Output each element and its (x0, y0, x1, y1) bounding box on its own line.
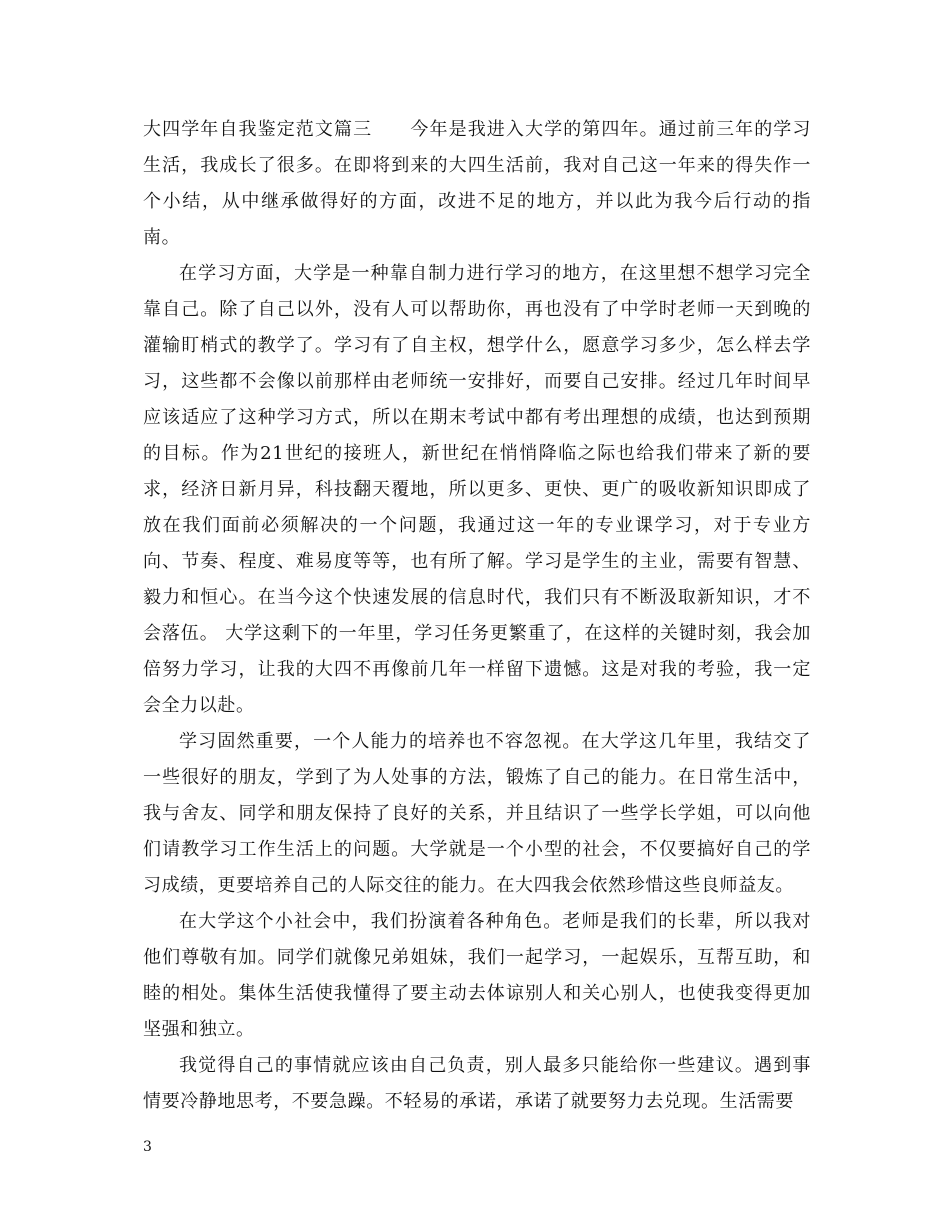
paragraph-study: 在学习方面，大学是一种靠自制力进行学习的地方，在这里想不想学习完全靠自己。除了自己以外，没有人可以帮助你，再也没有了中学时老师一天到晚的灌输盯梢式的教学了。学习有了自主权，想学什么，愿意学习多少，怎么样去学习，这些都不会像以前那样由老师统一安排好，而要自己安排。经过几年时间早应该适应了这种学习方式，所以在期末考试中都有考出理想的成绩，也达到预期的目标。作为21世纪的接班人，新世纪在悄悄降临之际也给我们带来了新的要求，经济日新月异，科技翻天覆地，所以更多、更快、更广的吸收新知识即成了放在我们面前必须解决的一个问题，我通过这一年的专业课学习，对于专业方向、节奏、程度、难易度等等，也有所了解。学习是学生的主业，需要有智慧、毅力和恒心。在当今这个快速发展的信息时代，我们只有不断汲取新知识，才不会落伍。 大学这剩下的一年里，学习任务更繁重了，在这样的关键时刻，我会加倍努力学习，让我的大四不再像前几年一样留下遗憾。这是对我的考验，我一定会全力以赴。 (143, 263, 811, 716)
paragraph-roles: 在大学这个小社会中，我们扮演着各种角色。老师是我们的长辈，所以我对他们尊敬有加。同学们就像兄弟姐妹，我们一起学习，一起娱乐，互帮互助，和睦的相处。集体生活使我懂得了要主动去体谅别人和关心别人，也使我变得更加坚强和独立。 (143, 911, 811, 1040)
body-text (143, 112, 811, 1120)
page-number: 3 (143, 1139, 152, 1155)
paragraph-intro: 大四学年自我鉴定范文篇三 今年是我进入大学的第四年。通过前三年的学习生活，我成长了很多。在即将到来的大四生活前，我对自己这一年来的得失作一个小结，从中继承做得好的方面，改进不足的地方，并以此为我今后行动的指南。 (143, 119, 811, 248)
paragraph-ability: 学习固然重要，一个人能力的培养也不容忽视。在大学这几年里，我结交了一些很好的朋友，学到了为人处事的方法，锻炼了自己的能力。在日常生活中，我与舍友、同学和朋友保持了良好的关系，并且结识了一些学长学姐，可以向他们请教学习工作生活上的问题。大学就是一个小型的社会，不仅要搞好自己的学习成绩，更要培养自己的人际交往的能力。在大四我会依然珍惜这些良师益友。 (143, 731, 811, 896)
paragraph-responsibility: 我觉得自己的事情就应该由自己负责，别人最多只能给你一些建议。遇到事情要冷静地思考，不要急躁。不轻易的承诺，承诺了就要努力去兑现。生活需要 (143, 1055, 811, 1112)
